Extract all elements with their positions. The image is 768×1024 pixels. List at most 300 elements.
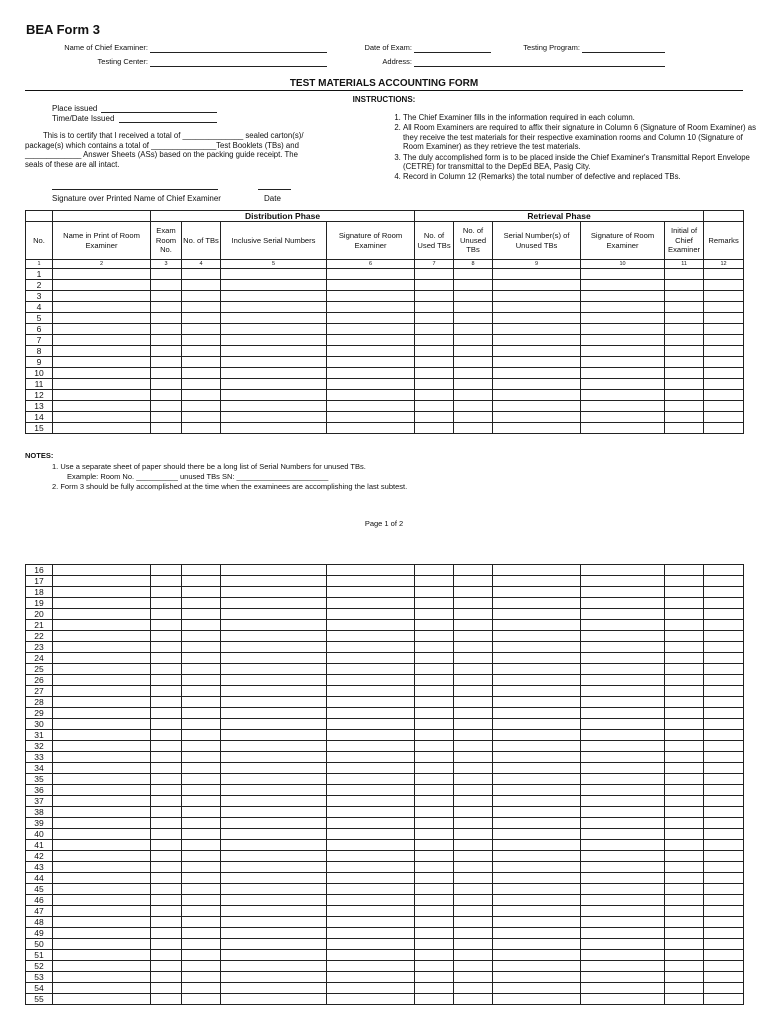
table-cell[interactable] xyxy=(327,862,415,873)
table-cell[interactable] xyxy=(415,324,454,335)
table-cell[interactable] xyxy=(665,950,704,961)
table-cell[interactable] xyxy=(221,917,327,928)
table-cell[interactable] xyxy=(704,950,744,961)
table-cell[interactable] xyxy=(704,708,744,719)
table-cell[interactable] xyxy=(182,939,221,950)
table-cell[interactable] xyxy=(493,697,581,708)
table-cell[interactable] xyxy=(581,840,665,851)
table-cell[interactable] xyxy=(454,664,493,675)
table-cell[interactable] xyxy=(454,862,493,873)
table-cell[interactable] xyxy=(493,598,581,609)
table-cell[interactable] xyxy=(493,730,581,741)
table-cell[interactable] xyxy=(581,390,665,401)
table-cell[interactable] xyxy=(704,763,744,774)
table-cell[interactable] xyxy=(581,862,665,873)
table-cell[interactable] xyxy=(581,401,665,412)
table-cell[interactable] xyxy=(221,851,327,862)
table-cell[interactable] xyxy=(221,675,327,686)
table-cell[interactable] xyxy=(454,774,493,785)
table-cell[interactable] xyxy=(327,390,415,401)
table-cell[interactable] xyxy=(493,719,581,730)
table-cell[interactable] xyxy=(493,401,581,412)
time-date-issued-field[interactable] xyxy=(119,122,217,123)
table-cell[interactable] xyxy=(454,873,493,884)
table-cell[interactable] xyxy=(182,928,221,939)
table-cell[interactable] xyxy=(704,994,744,1005)
table-cell[interactable] xyxy=(665,576,704,587)
table-cell[interactable] xyxy=(327,620,415,631)
table-cell[interactable] xyxy=(665,972,704,983)
table-cell[interactable] xyxy=(454,390,493,401)
table-cell[interactable] xyxy=(415,653,454,664)
table-cell[interactable] xyxy=(493,565,581,576)
table-cell[interactable] xyxy=(415,379,454,390)
table-cell[interactable] xyxy=(327,598,415,609)
table-cell[interactable] xyxy=(581,675,665,686)
table-cell[interactable] xyxy=(53,335,151,346)
table-cell[interactable] xyxy=(151,291,182,302)
table-cell[interactable] xyxy=(182,346,221,357)
table-cell[interactable] xyxy=(53,368,151,379)
table-cell[interactable] xyxy=(151,565,182,576)
table-cell[interactable] xyxy=(415,269,454,280)
table-cell[interactable] xyxy=(665,807,704,818)
table-cell[interactable] xyxy=(182,730,221,741)
table-cell[interactable] xyxy=(182,598,221,609)
table-cell[interactable] xyxy=(665,379,704,390)
table-cell[interactable] xyxy=(704,565,744,576)
table-cell[interactable] xyxy=(182,851,221,862)
table-cell[interactable] xyxy=(53,280,151,291)
table-cell[interactable] xyxy=(415,664,454,675)
table-cell[interactable] xyxy=(151,741,182,752)
table-cell[interactable] xyxy=(454,565,493,576)
address-field[interactable] xyxy=(414,66,665,67)
table-cell[interactable] xyxy=(415,785,454,796)
table-cell[interactable] xyxy=(454,763,493,774)
table-cell[interactable] xyxy=(581,357,665,368)
table-cell[interactable] xyxy=(493,346,581,357)
table-cell[interactable] xyxy=(182,796,221,807)
table-cell[interactable] xyxy=(327,675,415,686)
table-cell[interactable] xyxy=(151,686,182,697)
table-cell[interactable] xyxy=(581,324,665,335)
table-cell[interactable] xyxy=(704,785,744,796)
table-cell[interactable] xyxy=(182,862,221,873)
table-cell[interactable] xyxy=(327,653,415,664)
table-cell[interactable] xyxy=(704,653,744,664)
table-cell[interactable] xyxy=(415,939,454,950)
table-cell[interactable] xyxy=(221,642,327,653)
table-cell[interactable] xyxy=(454,587,493,598)
table-cell[interactable] xyxy=(53,774,151,785)
table-cell[interactable] xyxy=(221,994,327,1005)
table-cell[interactable] xyxy=(182,631,221,642)
table-cell[interactable] xyxy=(665,862,704,873)
table-cell[interactable] xyxy=(415,741,454,752)
table-cell[interactable] xyxy=(182,368,221,379)
table-cell[interactable] xyxy=(704,280,744,291)
table-cell[interactable] xyxy=(53,697,151,708)
table-cell[interactable] xyxy=(493,631,581,642)
table-cell[interactable] xyxy=(581,412,665,423)
table-cell[interactable] xyxy=(151,576,182,587)
table-cell[interactable] xyxy=(53,994,151,1005)
table-cell[interactable] xyxy=(151,862,182,873)
table-cell[interactable] xyxy=(704,873,744,884)
table-cell[interactable] xyxy=(53,313,151,324)
table-cell[interactable] xyxy=(665,928,704,939)
table-cell[interactable] xyxy=(221,390,327,401)
table-cell[interactable] xyxy=(704,587,744,598)
table-cell[interactable] xyxy=(53,587,151,598)
table-cell[interactable] xyxy=(581,961,665,972)
table-cell[interactable] xyxy=(151,906,182,917)
table-cell[interactable] xyxy=(53,686,151,697)
table-cell[interactable] xyxy=(53,379,151,390)
table-cell[interactable] xyxy=(581,642,665,653)
table-cell[interactable] xyxy=(704,961,744,972)
table-cell[interactable] xyxy=(415,642,454,653)
table-cell[interactable] xyxy=(493,368,581,379)
table-cell[interactable] xyxy=(415,752,454,763)
table-cell[interactable] xyxy=(182,807,221,818)
table-cell[interactable] xyxy=(493,642,581,653)
table-cell[interactable] xyxy=(221,697,327,708)
table-cell[interactable] xyxy=(151,730,182,741)
table-cell[interactable] xyxy=(327,774,415,785)
table-cell[interactable] xyxy=(182,313,221,324)
table-cell[interactable] xyxy=(415,346,454,357)
table-cell[interactable] xyxy=(221,818,327,829)
table-cell[interactable] xyxy=(665,917,704,928)
table-cell[interactable] xyxy=(327,950,415,961)
table-cell[interactable] xyxy=(151,972,182,983)
table-cell[interactable] xyxy=(581,983,665,994)
table-cell[interactable] xyxy=(327,313,415,324)
table-cell[interactable] xyxy=(182,587,221,598)
table-cell[interactable] xyxy=(182,653,221,664)
table-cell[interactable] xyxy=(182,763,221,774)
table-cell[interactable] xyxy=(665,719,704,730)
table-cell[interactable] xyxy=(454,291,493,302)
table-cell[interactable] xyxy=(327,972,415,983)
table-cell[interactable] xyxy=(221,807,327,818)
table-cell[interactable] xyxy=(182,642,221,653)
table-cell[interactable] xyxy=(581,774,665,785)
table-cell[interactable] xyxy=(665,631,704,642)
table-cell[interactable] xyxy=(327,785,415,796)
table-cell[interactable] xyxy=(327,576,415,587)
table-cell[interactable] xyxy=(493,884,581,895)
table-cell[interactable] xyxy=(151,851,182,862)
table-cell[interactable] xyxy=(182,686,221,697)
table-cell[interactable] xyxy=(221,335,327,346)
table-cell[interactable] xyxy=(665,785,704,796)
table-cell[interactable] xyxy=(53,609,151,620)
table-cell[interactable] xyxy=(327,280,415,291)
table-cell[interactable] xyxy=(581,741,665,752)
table-cell[interactable] xyxy=(454,598,493,609)
table-cell[interactable] xyxy=(182,291,221,302)
table-cell[interactable] xyxy=(53,884,151,895)
table-cell[interactable] xyxy=(415,357,454,368)
table-cell[interactable] xyxy=(493,862,581,873)
table-cell[interactable] xyxy=(454,708,493,719)
table-cell[interactable] xyxy=(415,829,454,840)
table-cell[interactable] xyxy=(151,983,182,994)
table-cell[interactable] xyxy=(221,906,327,917)
table-cell[interactable] xyxy=(327,379,415,390)
table-cell[interactable] xyxy=(665,895,704,906)
table-cell[interactable] xyxy=(454,686,493,697)
table-cell[interactable] xyxy=(665,741,704,752)
table-cell[interactable] xyxy=(182,269,221,280)
table-cell[interactable] xyxy=(493,379,581,390)
table-cell[interactable] xyxy=(151,653,182,664)
table-cell[interactable] xyxy=(704,719,744,730)
table-cell[interactable] xyxy=(415,796,454,807)
table-cell[interactable] xyxy=(454,741,493,752)
table-cell[interactable] xyxy=(454,280,493,291)
table-cell[interactable] xyxy=(182,412,221,423)
table-cell[interactable] xyxy=(581,609,665,620)
table-cell[interactable] xyxy=(221,785,327,796)
table-cell[interactable] xyxy=(581,873,665,884)
table-cell[interactable] xyxy=(493,390,581,401)
table-cell[interactable] xyxy=(493,291,581,302)
table-cell[interactable] xyxy=(182,818,221,829)
table-cell[interactable] xyxy=(493,324,581,335)
table-cell[interactable] xyxy=(415,423,454,434)
table-cell[interactable] xyxy=(493,335,581,346)
table-cell[interactable] xyxy=(221,983,327,994)
table-cell[interactable] xyxy=(704,664,744,675)
table-cell[interactable] xyxy=(665,302,704,313)
table-cell[interactable] xyxy=(581,379,665,390)
table-cell[interactable] xyxy=(454,302,493,313)
table-cell[interactable] xyxy=(221,401,327,412)
table-cell[interactable] xyxy=(454,983,493,994)
table-cell[interactable] xyxy=(182,324,221,335)
table-cell[interactable] xyxy=(454,939,493,950)
table-cell[interactable] xyxy=(327,719,415,730)
table-cell[interactable] xyxy=(221,379,327,390)
table-cell[interactable] xyxy=(221,895,327,906)
table-cell[interactable] xyxy=(327,565,415,576)
table-cell[interactable] xyxy=(493,983,581,994)
table-cell[interactable] xyxy=(327,401,415,412)
table-cell[interactable] xyxy=(704,906,744,917)
table-cell[interactable] xyxy=(182,917,221,928)
table-cell[interactable] xyxy=(454,313,493,324)
table-cell[interactable] xyxy=(221,664,327,675)
table-cell[interactable] xyxy=(665,752,704,763)
table-cell[interactable] xyxy=(581,368,665,379)
table-cell[interactable] xyxy=(493,928,581,939)
table-cell[interactable] xyxy=(53,730,151,741)
table-cell[interactable] xyxy=(151,346,182,357)
table-cell[interactable] xyxy=(53,741,151,752)
table-cell[interactable] xyxy=(182,829,221,840)
table-cell[interactable] xyxy=(53,840,151,851)
table-cell[interactable] xyxy=(327,884,415,895)
table-cell[interactable] xyxy=(704,324,744,335)
table-cell[interactable] xyxy=(493,917,581,928)
table-cell[interactable] xyxy=(151,785,182,796)
table-cell[interactable] xyxy=(454,697,493,708)
table-cell[interactable] xyxy=(415,719,454,730)
table-cell[interactable] xyxy=(53,664,151,675)
table-cell[interactable] xyxy=(327,302,415,313)
table-cell[interactable] xyxy=(581,906,665,917)
table-cell[interactable] xyxy=(581,818,665,829)
table-cell[interactable] xyxy=(415,401,454,412)
table-cell[interactable] xyxy=(53,598,151,609)
table-cell[interactable] xyxy=(415,708,454,719)
table-cell[interactable] xyxy=(327,324,415,335)
table-cell[interactable] xyxy=(454,851,493,862)
table-cell[interactable] xyxy=(704,972,744,983)
table-cell[interactable] xyxy=(151,708,182,719)
table-cell[interactable] xyxy=(454,357,493,368)
table-cell[interactable] xyxy=(327,917,415,928)
table-cell[interactable] xyxy=(665,818,704,829)
table-cell[interactable] xyxy=(454,368,493,379)
table-cell[interactable] xyxy=(327,796,415,807)
table-cell[interactable] xyxy=(493,675,581,686)
table-cell[interactable] xyxy=(151,423,182,434)
table-cell[interactable] xyxy=(53,653,151,664)
table-cell[interactable] xyxy=(454,675,493,686)
table-cell[interactable] xyxy=(665,840,704,851)
table-cell[interactable] xyxy=(182,774,221,785)
table-cell[interactable] xyxy=(581,719,665,730)
table-cell[interactable] xyxy=(53,423,151,434)
table-cell[interactable] xyxy=(581,313,665,324)
table-cell[interactable] xyxy=(581,653,665,664)
table-cell[interactable] xyxy=(581,598,665,609)
table-cell[interactable] xyxy=(53,357,151,368)
table-cell[interactable] xyxy=(415,906,454,917)
table-cell[interactable] xyxy=(53,873,151,884)
table-cell[interactable] xyxy=(454,840,493,851)
table-cell[interactable] xyxy=(704,313,744,324)
table-cell[interactable] xyxy=(221,587,327,598)
table-cell[interactable] xyxy=(454,269,493,280)
table-cell[interactable] xyxy=(581,895,665,906)
table-cell[interactable] xyxy=(221,598,327,609)
table-cell[interactable] xyxy=(182,697,221,708)
table-cell[interactable] xyxy=(221,796,327,807)
table-cell[interactable] xyxy=(704,851,744,862)
table-cell[interactable] xyxy=(53,917,151,928)
table-cell[interactable] xyxy=(665,313,704,324)
table-cell[interactable] xyxy=(151,807,182,818)
table-cell[interactable] xyxy=(665,335,704,346)
table-cell[interactable] xyxy=(221,774,327,785)
table-cell[interactable] xyxy=(493,423,581,434)
table-cell[interactable] xyxy=(493,851,581,862)
table-cell[interactable] xyxy=(493,752,581,763)
testing-center-field[interactable] xyxy=(150,66,327,67)
table-cell[interactable] xyxy=(415,807,454,818)
table-cell[interactable] xyxy=(221,884,327,895)
table-cell[interactable] xyxy=(581,576,665,587)
table-cell[interactable] xyxy=(221,829,327,840)
table-cell[interactable] xyxy=(151,675,182,686)
table-cell[interactable] xyxy=(581,280,665,291)
table-cell[interactable] xyxy=(53,565,151,576)
table-cell[interactable] xyxy=(665,664,704,675)
table-cell[interactable] xyxy=(221,280,327,291)
table-cell[interactable] xyxy=(704,642,744,653)
table-cell[interactable] xyxy=(581,796,665,807)
table-cell[interactable] xyxy=(182,390,221,401)
table-cell[interactable] xyxy=(327,741,415,752)
table-cell[interactable] xyxy=(221,686,327,697)
table-cell[interactable] xyxy=(151,840,182,851)
table-cell[interactable] xyxy=(454,609,493,620)
table-cell[interactable] xyxy=(151,752,182,763)
table-cell[interactable] xyxy=(221,752,327,763)
testing-program-field[interactable] xyxy=(582,52,665,53)
table-cell[interactable] xyxy=(415,873,454,884)
table-cell[interactable] xyxy=(182,950,221,961)
table-cell[interactable] xyxy=(182,972,221,983)
table-cell[interactable] xyxy=(704,357,744,368)
table-cell[interactable] xyxy=(454,829,493,840)
table-cell[interactable] xyxy=(327,928,415,939)
table-cell[interactable] xyxy=(53,269,151,280)
table-cell[interactable] xyxy=(454,818,493,829)
table-cell[interactable] xyxy=(581,807,665,818)
table-cell[interactable] xyxy=(581,752,665,763)
table-cell[interactable] xyxy=(493,939,581,950)
table-cell[interactable] xyxy=(454,379,493,390)
table-cell[interactable] xyxy=(454,994,493,1005)
table-cell[interactable] xyxy=(704,302,744,313)
table-cell[interactable] xyxy=(53,719,151,730)
table-cell[interactable] xyxy=(581,620,665,631)
table-cell[interactable] xyxy=(221,357,327,368)
table-cell[interactable] xyxy=(221,862,327,873)
table-cell[interactable] xyxy=(327,730,415,741)
table-cell[interactable] xyxy=(581,994,665,1005)
table-cell[interactable] xyxy=(493,796,581,807)
table-cell[interactable] xyxy=(221,269,327,280)
table-cell[interactable] xyxy=(151,829,182,840)
table-cell[interactable] xyxy=(221,565,327,576)
table-cell[interactable] xyxy=(327,807,415,818)
table-cell[interactable] xyxy=(53,785,151,796)
table-cell[interactable] xyxy=(327,686,415,697)
table-cell[interactable] xyxy=(665,609,704,620)
table-cell[interactable] xyxy=(415,884,454,895)
table-cell[interactable] xyxy=(704,697,744,708)
table-cell[interactable] xyxy=(704,620,744,631)
table-cell[interactable] xyxy=(53,818,151,829)
table-cell[interactable] xyxy=(665,280,704,291)
table-cell[interactable] xyxy=(327,346,415,357)
table-cell[interactable] xyxy=(454,895,493,906)
table-cell[interactable] xyxy=(665,675,704,686)
table-cell[interactable] xyxy=(704,576,744,587)
table-cell[interactable] xyxy=(151,642,182,653)
table-cell[interactable] xyxy=(665,906,704,917)
table-cell[interactable] xyxy=(704,840,744,851)
table-cell[interactable] xyxy=(151,961,182,972)
